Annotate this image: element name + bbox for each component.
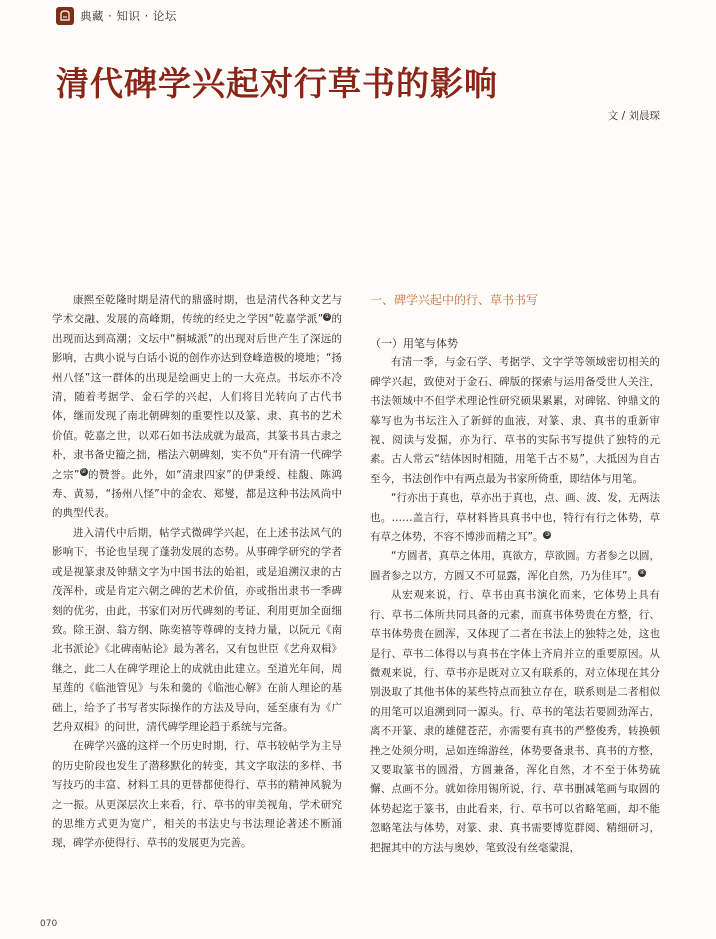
paragraph: 在碑学兴盛的这样一个历史时期，行、草书较帖学为主导的历史阶段也发生了潜移默化的转变，其文字取法的多样、书写技巧的丰富、材料工具的更替都使得行、草书的精神风貌为之一振。从更深层次上来看，行、草书的审美视角，学术研究的思维方式更为宽广，相关的书法史与书法理论著述不断涌现，碑学亦使得行、草书的发展更为完善。 (52, 740, 342, 850)
page-number: 070 (40, 919, 58, 929)
left-column (52, 291, 342, 854)
article-author: 文 / 刘晨琛 (607, 110, 660, 122)
paragraph: 康熙至乾隆时期是清代的鼎盛时期，也是清代各种文艺与学术交融、发展的高峰期，传统的经史之学因“乾嘉学派”①的出现而达到高潮；文坛中“桐城派”的出现对后世产生了深远的影响，古典小说与白话小说的创作亦达到登峰造极的境地；“扬州八怪”这一群体的出现是绘画史上的一大亮点。书坛亦不冷清，随着考据学、金石学的兴起，人们将目光转向了古代书体，继而发现了南北朝碑刻的重要性以及篆、隶、真书的艺术价值。乾嘉之世，以邓石如书法成就为最高，其篆书具古隶之朴，隶书备史籀之拙，楷法六朝碑刻，实不负“开有清一代碑学之宗”②的赞誉。此外，如“清隶四家”的伊秉绶、桂馥、陈鸿寿、黄易，“扬州八怪”中的金农、郑燮，都是这种书法风尚中的典型代表。 (52, 294, 342, 520)
right-column (370, 291, 660, 858)
paragraph: 有清一季，与金石学、考据学、文字学等领域密切相关的碑学兴起，致使对于金石、碑版的探索与运用备受世人关注，书法领域中不但学术理论性研究硕果累累，对碑铭、钟鼎文的摹写也为书坛注入了新鲜的血液，对篆、隶、真书的重新审视、阅读与发掘，亦为行、草书的实际书写提供了独特的元素。古人常云“结体因时相随，用笔千古不易”，大抵因为自古至今，书法创作中有两点最为书家所倚重，即结体与用笔。 (370, 356, 660, 485)
paragraph: 从宏观来说，行、草书由真书演化而来，它体势上具有行、草书二体所共同具备的元素，而真书体势贵在方整，行、草书体势贵在圆浑，又体现了二者在书法上的独特之处，这也是行、草书二体得以与真书在字体上齐肩并立的重要原因。从微观来说，行、草书亦是既对立又有联系的，对立体现在其分别汲取了其他书体的某些特点而独立存在，联系则是二者相似的用笔可以追溯到同一源头。行、草书的笔法若要圆劲浑古，离不开篆、隶的雄健苍茫，亦需要有真书的严整俊秀，转换顿挫之处须分明，忌如连绵游丝，体势要备隶书、真书的方整，又要取篆书的圆滑，方圆兼备，浑化自然，才不至于体势硫懈、点画不分。就如徐用锡所说，行、草书删减笔画与取圆的体势起迄于篆书，由此看来，行、草书可以省略笔画，却不能忽略笔法与体势，对篆、隶、真书需要博览群阅、精细研习，把握其中的方法与奥妙，笔致没有丝毫蒙混， (370, 589, 660, 854)
quote: “方圆者，真草之体用，真欲方，草欲圆。方者参之以圆，圆者参之以方，方圆又不可显露，浑化自然，乃为佳耳”。④ (370, 550, 660, 582)
paragraph: 进入清代中后期，帖学式微碑学兴起，在上述书法风气的影响下，书论也呈现了蓬勃发展的态势。从事碑学研究的学者或是视篆隶及钟鼎文字为中国书法的始祖，或是追溯汉隶的古茂浑朴，或是肯定六朝之碑的艺术价值，亦或指出隶书一季碑刻的优劣，由此，书家们对历代碑刻的考证、利用更加全面细致。除王澍、翁方纲、陈奕禧等尊碑的支持力量，以阮元《南北书派论》《北碑南帖论》最为著名，又有包世臣《艺舟双楫》继之，此二人在碑学理论上的成就由此建立。至道光年间，周星莲的《临池管见》与朱和羹的《临池心解》在前人理论的基础上，给予了书写者实际操作的方法及导向，延至康有为《广艺舟双楫》的问世，清代碑学理论趋于系统与完备。 (52, 526, 342, 733)
seal-logo-icon (56, 7, 74, 25)
footnote-marker: ③ (544, 530, 551, 538)
footnote-marker: ① (324, 312, 330, 320)
quote: “行亦出于真也，草亦出于真也，点、画、波、发，无两法也。……盖言行，草材料皆具真书中也，特行有行之体势，草有草之体势，不容不博涉而精之耳”。③ (370, 492, 660, 544)
subheading: （一）用笔与体势 (370, 337, 458, 350)
section-label: 典藏 · 知识 · 论坛 (80, 9, 177, 23)
footnote-marker: ④ (639, 569, 645, 577)
section-heading: 一、碑学兴起中的行、草书书写 (370, 293, 539, 307)
article-title: 清代碑学兴起对行草书的影响 (56, 64, 498, 103)
footnote-marker: ② (80, 468, 87, 476)
page-header (56, 6, 177, 26)
